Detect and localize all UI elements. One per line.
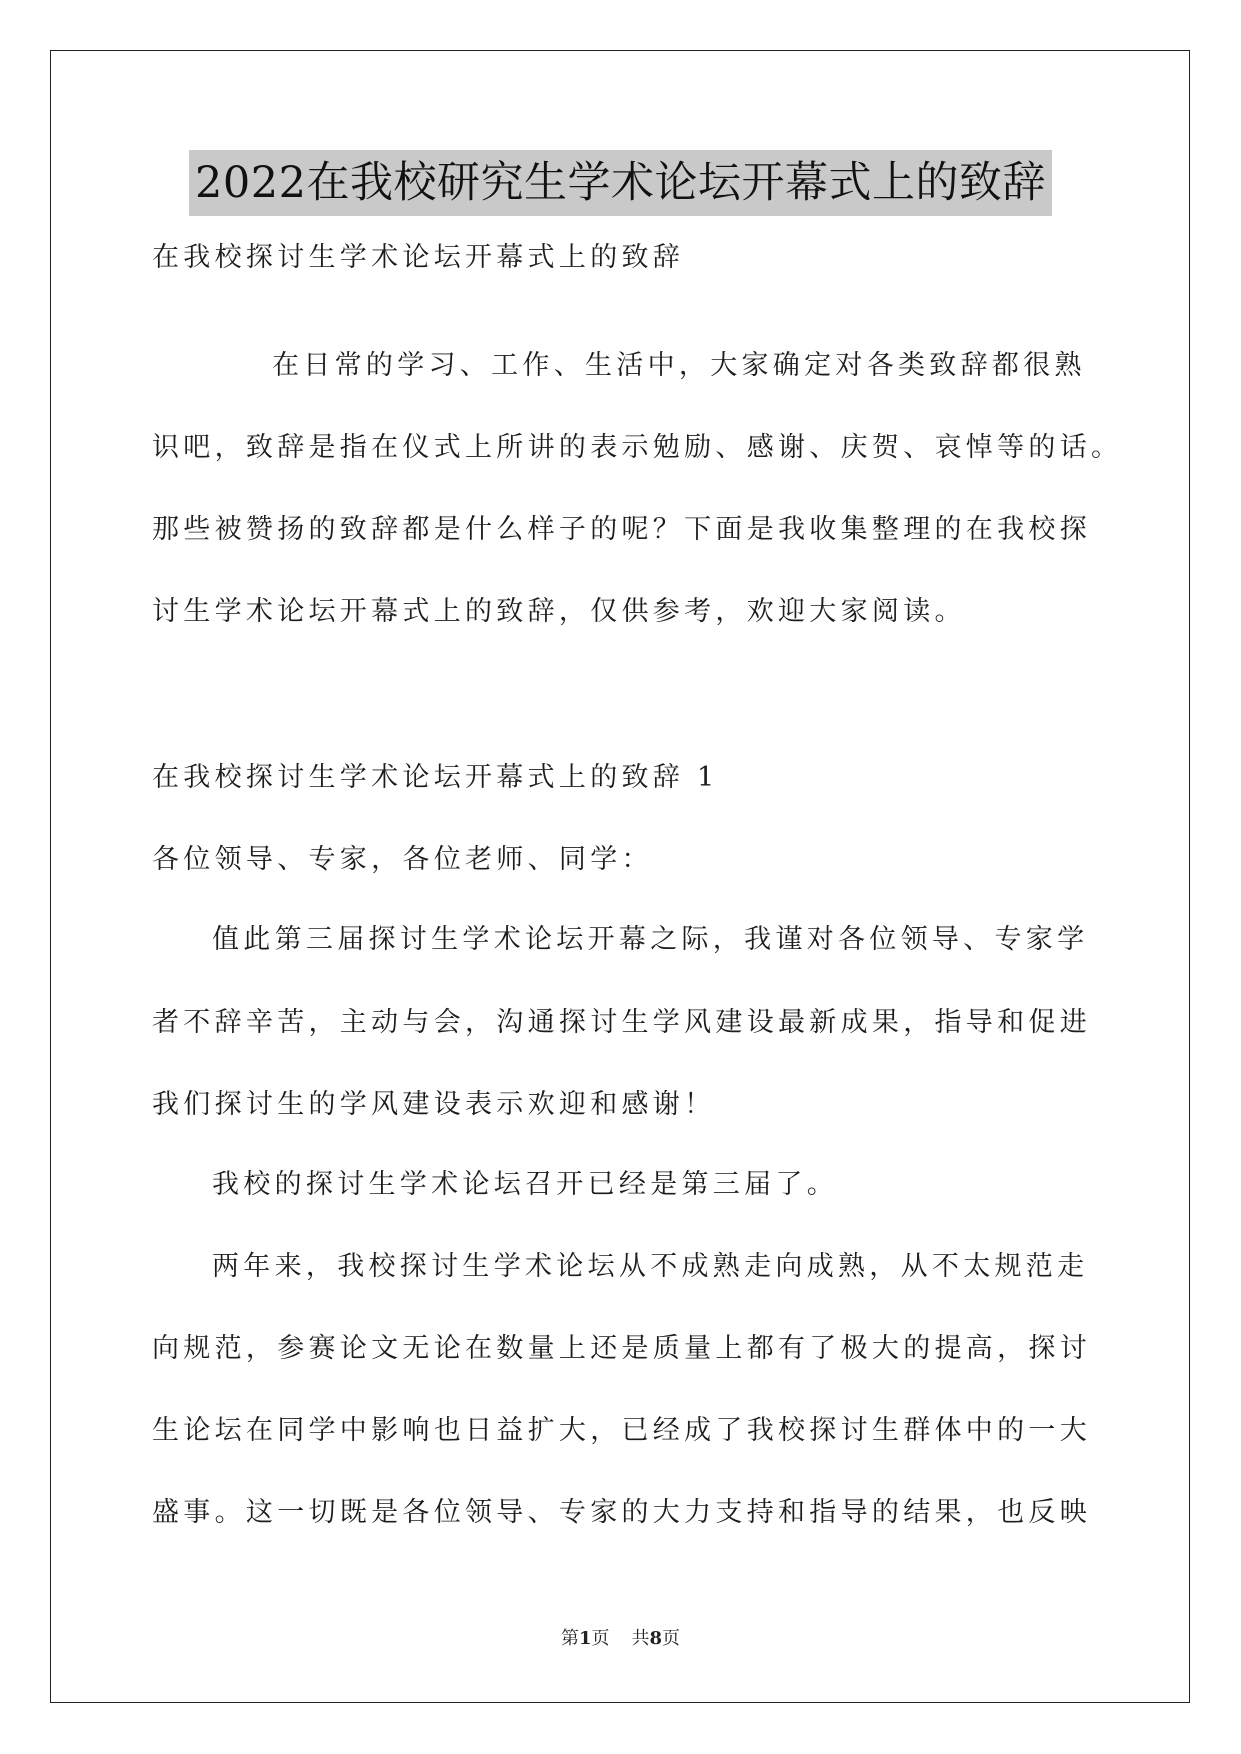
- page-footer: [0, 1627, 1241, 1651]
- footer-page-suffix: 页: [591, 1628, 610, 1649]
- title-container: [0, 150, 1241, 216]
- salutation-line: 各位领导、专家，各位老师、同学：: [152, 844, 653, 875]
- paragraph-line: 在日常的学习、工作、生活中，大家确定对各类致辞都很熟: [272, 350, 1086, 381]
- subtitle-line: 在我校探讨生学术论坛开幕式上的致辞: [152, 242, 685, 273]
- footer-total-pages: 8: [649, 1628, 663, 1649]
- footer-page-number: 1: [578, 1628, 592, 1649]
- paragraph-line: 那些被赞扬的致辞都是什么样子的呢？下面是我收集整理的在我校探: [152, 514, 1091, 545]
- document-title: 2022在我校研究生学术论坛开幕式上的致辞: [189, 150, 1052, 216]
- paragraph-line: 生论坛在同学中影响也日益扩大，已经成了我校探讨生群体中的一大: [152, 1415, 1091, 1446]
- paragraph-line: 值此第三届探讨生学术论坛开幕之际，我谨对各位领导、专家学: [212, 924, 1089, 955]
- footer-page-prefix: 第: [560, 1628, 579, 1649]
- paragraph-line: 向规范，参赛论文无论在数量上还是质量上都有了极大的提高，探讨: [152, 1333, 1091, 1364]
- paragraph-line: 两年来，我校探讨生学术论坛从不成熟走向成熟，从不太规范走: [212, 1251, 1089, 1282]
- section-heading: 在我校探讨生学术论坛开幕式上的致辞 1: [152, 762, 719, 793]
- footer-total-prefix: 共: [631, 1628, 650, 1649]
- paragraph-line: 我们探讨生的学风建设表示欢迎和感谢！: [152, 1089, 716, 1120]
- paragraph-line: 者不辞辛苦，主动与会，沟通探讨生学风建设最新成果，指导和促进: [152, 1007, 1091, 1038]
- paragraph-line: 识吧，致辞是指在仪式上所讲的表示勉励、感谢、庆贺、哀悼等的话。: [152, 432, 1123, 463]
- footer-total-suffix: 页: [662, 1628, 681, 1649]
- paragraph-line: 盛事。这一切既是各位领导、专家的大力支持和指导的结果，也反映: [152, 1497, 1091, 1528]
- paragraph-line: 我校的探讨生学术论坛召开已经是第三届了。: [212, 1169, 838, 1200]
- paragraph-line: 讨生学术论坛开幕式上的致辞，仅供参考，欢迎大家阅读。: [152, 596, 966, 627]
